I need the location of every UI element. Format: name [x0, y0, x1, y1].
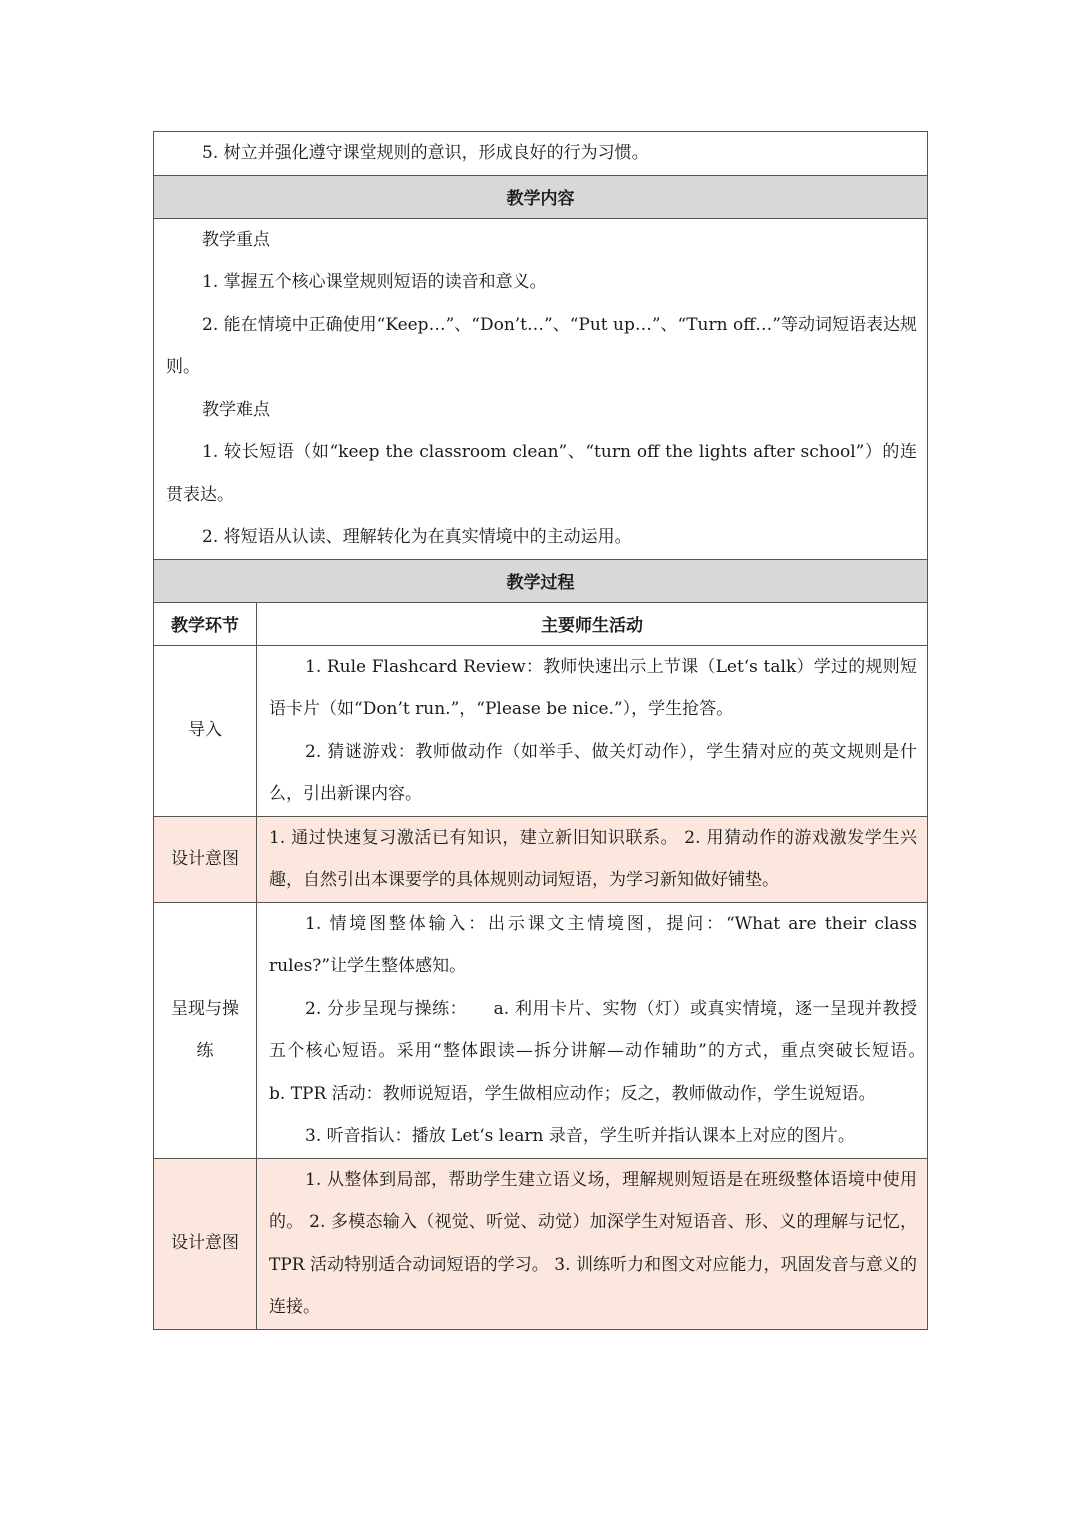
- process-section-header: [154, 559, 928, 602]
- difficulty-2: 2. 将短语从认读、理解转化为在真实情境中的主动运用。: [202, 527, 632, 547]
- stage-label: 导入: [188, 720, 222, 741]
- process-row-design-intent-1: [154, 816, 928, 902]
- stage-label: 设计意图: [171, 848, 239, 869]
- activity-paragraph: 1. Rule Flashcard Review：教师快速出示上节课（Let‘s talk）学过的规则短语卡片（如“Don’t run.”，“Please be nice.”），学生抢答。: [269, 656, 917, 719]
- activity-paragraph: 1. 情境图整体输入：出示课文主情境图，提问：“What are their class rules?”让学生整体感知。: [269, 913, 917, 976]
- stage-label: 设计意图: [171, 1233, 239, 1254]
- activity-paragraph: 1. 通过快速复习激活已有知识，建立新旧知识联系。 2. 用猜动作的游戏激发学生兴趣，自然引出本课要学的具体规则动词短语，为学习新知做好铺垫。: [269, 827, 917, 890]
- content-section-body: [154, 218, 928, 559]
- process-row-presentation: [154, 902, 928, 1158]
- process-column-headers: [154, 602, 928, 645]
- difficulties-label: 教学难点: [202, 399, 270, 420]
- objective-item-5: 5. 树立并强化遵守课堂规则的意识，形成良好的行为习惯。: [202, 143, 649, 163]
- content-section-title: 教学内容: [154, 175, 928, 218]
- stage-label: 呈现与操练: [171, 998, 239, 1061]
- activity-column-header: 主要师生活动: [257, 602, 928, 645]
- activity-paragraph: 1. 从整体到局部，帮助学生建立语义场，理解规则短语是在班级整体语境中使用的。 2. 多模态输入（视觉、听觉、动觉）加深学生对短语音、形、义的理解与记忆，TPR 活动特别适合动词短语的学习。 3. 训练听力和图文对应能力，巩固发音与意义的连接。: [269, 1169, 917, 1317]
- process-section-title: 教学过程: [154, 559, 928, 602]
- objective-row: [154, 132, 928, 176]
- content-section-header: [154, 175, 928, 218]
- key-point-1: 1. 掌握五个核心课堂规则短语的读音和意义。: [202, 272, 547, 292]
- difficulty-1: 1. 较长短语（如“keep the classroom clean”、“turn off the lights after school”）的连贯表达。: [166, 442, 917, 505]
- activity-paragraph: 3. 听音指认：播放 Let‘s learn 录音，学生听并指认课本上对应的图片。: [305, 1126, 855, 1146]
- process-row-design-intent-2: [154, 1158, 928, 1329]
- process-row-intro: [154, 645, 928, 816]
- key-points-label: 教学重点: [202, 229, 270, 250]
- lesson-plan-table: [153, 131, 951, 1330]
- activity-paragraph: 2. 猜谜游戏：教师做动作（如举手、做关灯动作），学生猜对应的英文规则是什么，引出新课内容。: [269, 741, 917, 804]
- activity-paragraph: 2. 分步呈现与操练： a. 利用卡片、实物（灯）或真实情境，逐一呈现并教授五个核心短语。采用“整体跟读—拆分讲解—动作辅助”的方式，重点突破长短语。 b. TPR 活动：教师说短语，学生做相应动作；反之，教师做动作，学生说短语。: [269, 998, 951, 1104]
- key-point-2: 2. 能在情境中正确使用“Keep…”、“Don’t…”、“Put up…”、“Turn off…”等动词短语表达规则。: [166, 314, 917, 377]
- stage-column-header: 教学环节: [154, 602, 257, 645]
